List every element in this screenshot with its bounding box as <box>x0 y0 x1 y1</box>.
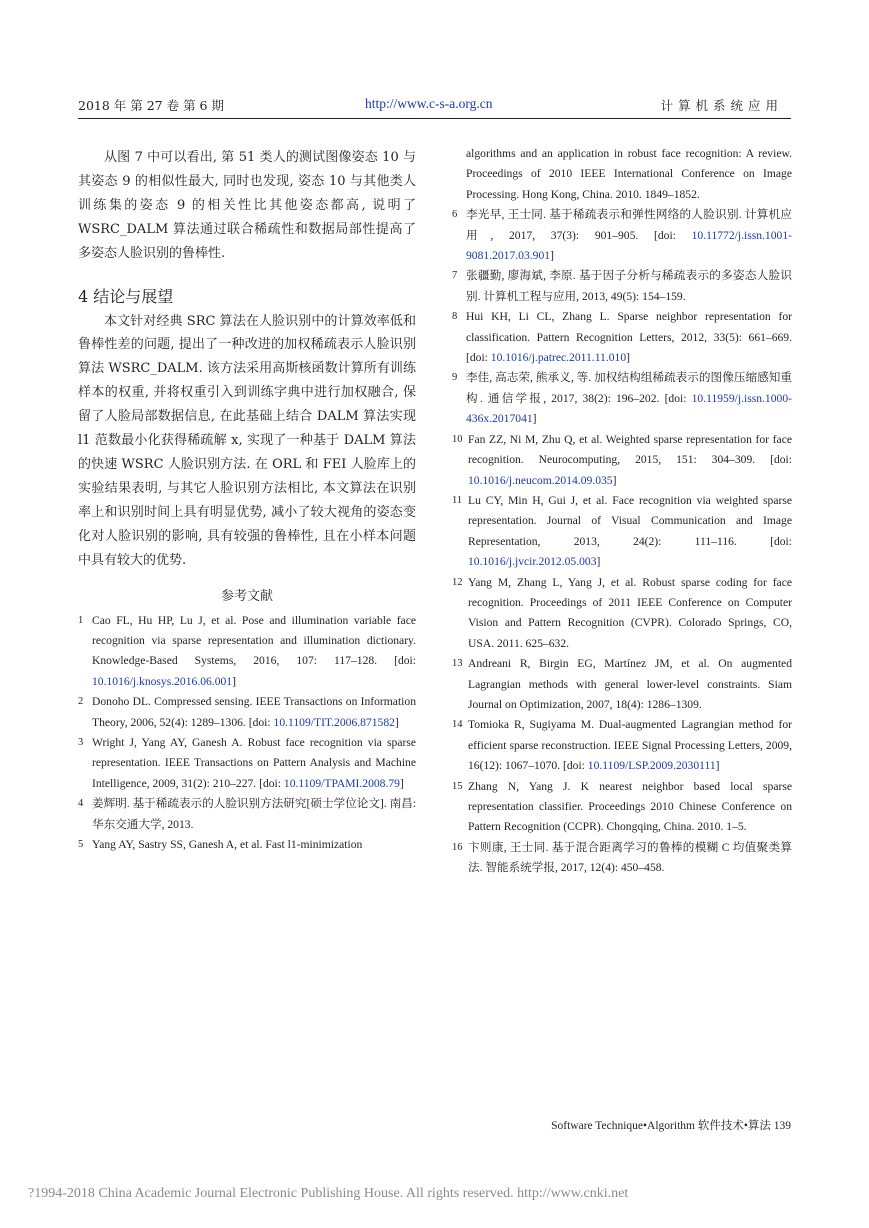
reference-number: 13 <box>452 658 463 670</box>
reference-list-right <box>452 144 792 879</box>
doi-link[interactable]: 10.1109/TIT.2006.871582 <box>273 715 395 729</box>
doi-link[interactable]: 10.1109/TPAMI.2008.79 <box>283 776 400 790</box>
reference-tail: ] <box>612 473 617 487</box>
reference-text: Lu CY, Min H, Gui J, et al. Face recognition via weighted sparse representation. Journal of Visual Communication and Image Representation, 2013, 24(2): 111–116. [doi: <box>468 493 792 548</box>
reference-number: 2 <box>78 696 84 708</box>
reference-number: 15 <box>452 780 463 792</box>
reference-text: Tomioka R, Sugiyama M. Dual-augmented Lagrangian method for efficient sparse reconstruction. IEEE Signal Processing Letters, 2009, 16(12): 1067–1070. [doi: <box>468 718 792 773</box>
reference-number: 10 <box>452 433 463 445</box>
reference-tail: ] <box>715 759 720 773</box>
reference-text: Cao FL, Hu HP, Lu J, et al. Pose and illumination variable face recognition via sparse representation and illumination dictionary. Knowledge-Based Systems, 2016, 107: 117–128. [doi: <box>92 613 416 668</box>
reference-item <box>452 654 792 715</box>
reference-text: 姜辉明. 基于稀疏表示的人脸识别方法研究[硕士学位论文]. 南昌: 华东交通大学, 2013. <box>92 797 416 831</box>
reference-number: 4 <box>78 798 84 810</box>
issue-label: 2018 年 第 27 卷 第 6 期 <box>78 98 224 113</box>
reference-item <box>452 368 792 429</box>
reference-text: Yang AY, Sastry SS, Ganesh A, et al. Fast l1-minimization <box>92 837 363 851</box>
reference-number: 7 <box>452 270 458 282</box>
right-column <box>452 144 792 879</box>
reference-item <box>78 835 416 855</box>
page-header <box>78 96 791 118</box>
reference-text: 李光早, 王士同. 基于稀疏表示和弹性网络的人脸识别. 计算机应用, 2017, 37(3): 901–905. [doi: <box>466 208 792 242</box>
reference-number: 8 <box>452 311 458 323</box>
paragraph-conclusion: 本文针对经典 SRC 算法在人脸识别中的计算效率低和鲁棒性差的问题, 提出了一种改进的加权稀疏表示人脸识别算法 WSRC_DALM. 该方法采用高斯核函数计算所有训练样本的权重, 并将权重引入到训练字典中进行加权融合, 保留了人脸局部数据信息, 在此基础上结合 DALM 算法实现 l1 范数最小化获得稀疏解 x, 实现了一种基于 DALM 算法的快速 WSRC 人脸识别方法. 在 ORL 和 FEI 人脸库上的实验结果表明, 与其它人脸识别方法相比, 本文算法在识别率上和识别时间上具有明显优势, 减小了较大视角的姿态变化对人脸识别的影响, 具有较强的鲁棒性, 且在小样本问题中具有较大的优势. <box>78 313 416 568</box>
reference-item <box>452 144 792 205</box>
reference-item <box>452 307 792 368</box>
doi-link[interactable]: 10.1109/LSP.2009.2030111 <box>587 759 716 773</box>
reference-text: Hui KH, Li CL, Zhang L. Sparse neighbor representation for classification. Pattern Recognition Letters, 2012, 33(5): 661–669. [doi: <box>466 310 792 365</box>
reference-tail: ] <box>550 249 554 263</box>
doi-link[interactable]: 10.1016/j.patrec.2011.11.010 <box>490 351 627 365</box>
journal-url-link[interactable]: http://www.c-s-a.org.cn <box>365 96 493 111</box>
journal-name: 计算机系统应用 <box>660 98 783 113</box>
reference-item <box>452 777 792 838</box>
reference-text: Yang M, Zhang L, Yang J, et al. Robust sparse coding for face recognition. Proceedings of 2011 IEEE Conference on Computer Vision and Pattern Recognition (CVPR). Colorado Springs, CO, USA. 2011. 625–632. <box>468 575 792 650</box>
reference-tail: ] <box>232 674 236 688</box>
reference-tail: ] <box>399 776 404 790</box>
reference-text: 卞则康, 王士同. 基于混合距离学习的鲁棒的模糊 C 均值聚类算法. 智能系统学报, 2017, 12(4): 450–458. <box>468 840 792 875</box>
reference-tail: ] <box>596 555 601 569</box>
reference-text: Andreani R, Birgin EG, Martínez JM, et al. On augmented Lagrangian methods with general lower-level constraints. Siam Journal on Optimization, 2007, 18(4): 1286–1309. <box>468 657 792 711</box>
reference-text: Zhang N, Yang J. K nearest neighbor based local sparse representation classifier. Proceedings 2010 Chinese Conference on Pattern Recognition (CCPR). Chongqing, China. 2010. 1–5. <box>468 779 792 834</box>
reference-item <box>78 692 416 733</box>
reference-number: 14 <box>452 719 463 731</box>
header-divider <box>78 118 791 119</box>
reference-tail: ] <box>626 351 631 365</box>
reference-text: 张疆勤, 廖海斌, 李原. 基于因子分析与稀疏表示的多姿态人脸识别. 计算机工程与应用, 2013, 49(5): 154–159. <box>466 269 792 303</box>
left-column <box>78 146 416 855</box>
references-title: 参考文献 <box>220 588 273 604</box>
reference-item <box>78 794 416 835</box>
doi-link[interactable]: 10.11772/j.issn.1001-9081.2017.03.901 <box>466 228 792 263</box>
doi-link[interactable]: 10.1016/j.jvcir.2012.05.003 <box>468 555 597 569</box>
reference-number: 16 <box>452 841 463 853</box>
reference-number: 6 <box>452 209 458 221</box>
reference-number: 11 <box>452 494 463 506</box>
paragraph-figure-analysis: 从图 7 中可以看出, 第 51 类人的测试图像姿态 10 与其姿态 9 的相似性最大, 同时也发现, 姿态 10 与其他类人训练集的姿态 9 的相关性比其他姿态都高, 说明了 WSRC_DALM 算法通过联合稀疏性和数据局部性提高了多姿态人脸识别的鲁棒性. <box>78 150 416 261</box>
section-title: 4 结论与展望 <box>78 286 174 306</box>
reference-item <box>78 611 416 693</box>
reference-number: 1 <box>78 614 84 626</box>
reference-number: 9 <box>452 372 458 384</box>
reference-number: 12 <box>452 576 463 588</box>
reference-item <box>452 430 792 491</box>
reference-list-left <box>78 611 416 856</box>
reference-item <box>452 715 792 776</box>
reference-text: algorithms and an application in robust face recognition: A review. Proceedings of 2010 IEEE International Conference on Image Processing. Hong Kong, China. 2010. 1849–1852. <box>466 147 792 201</box>
reference-tail: ] <box>394 715 399 729</box>
doi-link[interactable]: 10.1016/j.neucom.2014.09.035 <box>468 473 613 487</box>
reference-number: 3 <box>78 736 84 748</box>
reference-text: Donoho DL. Compressed sensing. IEEE Transactions on Information Theory, 2006, 52(4): 1289–1306. [doi: <box>92 695 416 729</box>
doi-link[interactable]: 10.11959/j.issn.1000-436x.2017041 <box>466 391 792 426</box>
reference-item <box>452 838 792 879</box>
reference-item <box>452 491 792 573</box>
reference-item <box>452 266 792 307</box>
reference-text: 李佳, 高志荣, 熊承义, 等. 加权结构组稀疏表示的图像压缩感知重构. 通信学报, 2017, 38(2): 196–202. [doi: <box>466 371 792 405</box>
cnki-watermark: ?1994-2018 China Academic Journal Electronic Publishing House. All rights reserved. http://www.cnki.net <box>28 1186 629 1201</box>
reference-text: Wright J, Yang AY, Ganesh A. Robust face recognition via sparse representation. IEEE Transactions on Pattern Analysis and Machine Intelligence, 2009, 31(2): 210–227. [doi: <box>92 735 416 790</box>
page-footer: Software Technique•Algorithm 软件技术•算法 139 <box>551 1120 791 1132</box>
reference-text: Fan ZZ, Ni M, Zhu Q, et al. Weighted sparse representation for face recognition. Neurocomputing, 2015, 151: 304–309. [doi: <box>468 432 792 467</box>
reference-item <box>452 205 792 266</box>
reference-item <box>78 733 416 794</box>
reference-item <box>452 573 792 655</box>
reference-number: 5 <box>78 838 84 850</box>
reference-tail: ] <box>532 412 537 426</box>
doi-link[interactable]: 10.1016/j.knosys.2016.06.001 <box>92 674 233 688</box>
